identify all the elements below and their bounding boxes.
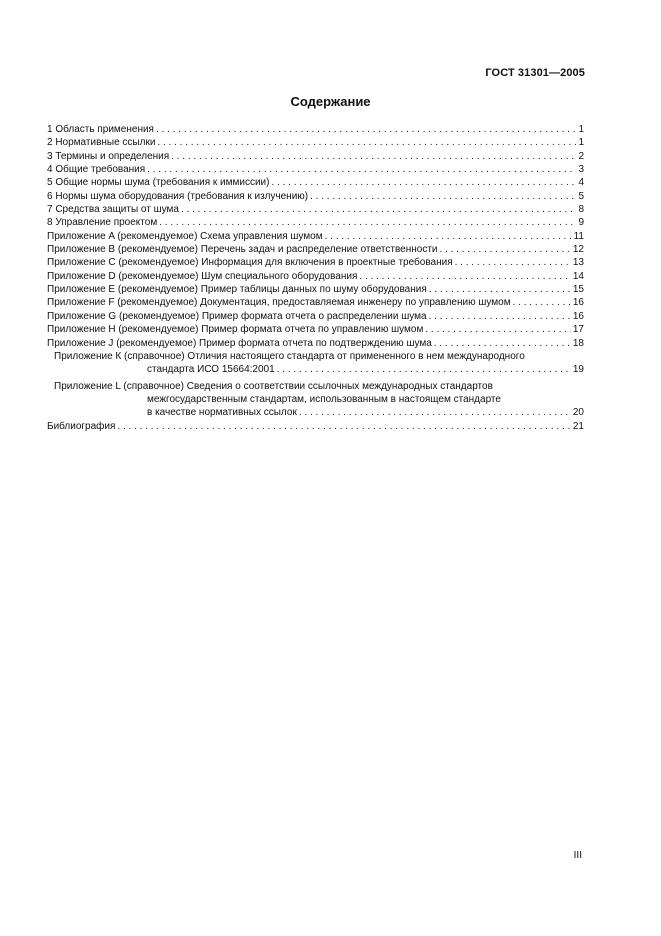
toc-page-number: 19 — [572, 364, 584, 376]
dot-leader — [513, 296, 571, 309]
toc-entry-appendix-g[interactable] — [47, 310, 584, 323]
toc-entry-text: Приложение B (рекомендуемое) Перечень задач и распределение ответственности — [47, 244, 438, 256]
dot-leader — [425, 323, 571, 336]
toc-page-number: 16 — [572, 297, 584, 309]
toc-entry-appendix-c[interactable] — [47, 256, 584, 269]
toc-entry-8[interactable] — [47, 216, 584, 229]
dot-leader — [277, 363, 571, 376]
dot-leader — [299, 406, 571, 419]
toc-entry-2[interactable] — [47, 136, 584, 149]
toc-entry-appendix-l[interactable] — [47, 380, 584, 420]
table-of-contents — [47, 123, 584, 433]
toc-entry-text: 2 Нормативные ссылки — [47, 137, 156, 149]
dot-leader — [310, 190, 576, 203]
toc-page-number: 13 — [572, 257, 584, 269]
standard-number: ГОСТ 31301—2005 — [485, 67, 585, 79]
toc-entry-1[interactable] — [47, 123, 584, 136]
toc-entry-text: Приложение G (рекомендуемое) Пример формата отчета о распределении шума — [47, 310, 427, 322]
toc-entry-text: 7 Средства защиты от шума — [47, 204, 179, 216]
dot-leader — [157, 136, 576, 149]
dot-leader — [181, 203, 576, 216]
dot-leader — [440, 243, 571, 256]
dot-leader — [434, 337, 571, 350]
toc-page-number: 5 — [578, 190, 584, 202]
toc-page-number: 4 — [578, 177, 584, 189]
toc-entry-appendix-d[interactable] — [47, 270, 584, 283]
toc-page-number: 3 — [578, 164, 584, 176]
toc-entry-text: 4 Общие требования — [47, 164, 146, 176]
page-number: III — [573, 850, 582, 861]
toc-entry-text: Приложение F (рекомендуемое) Документация, предоставляемая инженеру по управлению шумом — [47, 297, 511, 309]
toc-entry-appendix-b[interactable] — [47, 243, 584, 256]
dot-leader — [429, 283, 571, 296]
toc-entry-text: Приложение J (рекомендуемое) Пример формата отчета по подтверждению шума — [47, 337, 432, 349]
dot-leader — [156, 123, 576, 136]
toc-entry-appendix-h[interactable] — [47, 323, 584, 336]
toc-page-number: 21 — [572, 420, 584, 432]
toc-entry-text: стандарта ИСО 15664:2001 — [147, 364, 275, 376]
toc-page-number: 16 — [572, 310, 584, 322]
toc-page-number: 11 — [573, 230, 584, 242]
toc-page-number: 17 — [572, 324, 584, 336]
toc-entry-text: Библиография — [47, 420, 116, 432]
toc-entry-text: 1 Область применения — [47, 124, 154, 135]
toc-entry-bibliography[interactable] — [47, 420, 584, 433]
dot-leader — [271, 176, 576, 189]
dot-leader — [359, 270, 570, 283]
toc-entry-3[interactable] — [47, 150, 584, 163]
toc-page-number: 12 — [572, 244, 584, 256]
dot-leader — [147, 163, 576, 176]
toc-entry-text: 6 Нормы шума оборудования (требования к излучению) — [47, 190, 309, 202]
toc-entry-5[interactable] — [47, 176, 584, 189]
toc-page-number: 20 — [572, 407, 584, 419]
dot-leader — [429, 310, 571, 323]
toc-page-number: 9 — [578, 217, 584, 229]
dot-leader — [117, 420, 570, 433]
toc-page-number: 2 — [578, 150, 584, 162]
dot-leader — [159, 216, 576, 229]
toc-page-number: 18 — [572, 337, 584, 349]
toc-entry-text: 8 Управление проектом — [47, 217, 158, 229]
toc-entry-text: Приложение К (справочное) Отличия настоящего стандарта от примененного в нем международного — [54, 350, 525, 362]
dot-leader — [171, 150, 576, 163]
toc-entry-appendix-e[interactable] — [47, 283, 584, 296]
toc-entry-7[interactable] — [47, 203, 584, 216]
toc-entry-text: Приложение L (справочное) Сведения о соответствии ссылочных международных стандартов — [54, 380, 493, 392]
toc-entry-text: Приложение D (рекомендуемое) Шум специального оборудования — [47, 270, 358, 282]
dot-leader — [325, 230, 572, 243]
page-title: Содержание — [290, 94, 371, 109]
toc-entry-appendix-j[interactable] — [47, 337, 584, 350]
toc-entry-text: в качестве нормативных ссылок — [147, 407, 297, 419]
toc-page-number: 14 — [572, 270, 584, 282]
toc-entry-6[interactable] — [47, 190, 584, 203]
toc-page-number: 8 — [578, 204, 584, 216]
toc-page-number: 1 — [578, 137, 584, 149]
toc-entry-4[interactable] — [47, 163, 584, 176]
toc-entry-appendix-f[interactable] — [47, 296, 584, 309]
toc-page-number: 15 — [572, 284, 584, 296]
toc-entry-appendix-k[interactable] — [47, 350, 584, 377]
toc-entry-text: Приложение E (рекомендуемое) Пример таблицы данных по шуму оборудования — [47, 284, 427, 296]
dot-leader — [455, 256, 571, 269]
toc-entry-text: межгосударственным стандартам, использованным в настоящем стандарте — [147, 393, 501, 405]
toc-entry-text: 5 Общие нормы шума (требования к иммиссии) — [47, 177, 270, 189]
toc-entry-appendix-a[interactable] — [47, 230, 584, 243]
toc-entry-text: 3 Термины и определения — [47, 150, 170, 162]
toc-entry-text: Приложение H (рекомендуемое) Пример формата отчета по управлению шумом — [47, 324, 424, 336]
toc-entry-text: Приложение C (рекомендуемое) Информация для включения в проектные требования — [47, 257, 453, 269]
toc-page-number: 1 — [578, 124, 584, 135]
toc-entry-text: Приложение A (рекомендуемое) Схема управления шумом — [47, 230, 323, 242]
